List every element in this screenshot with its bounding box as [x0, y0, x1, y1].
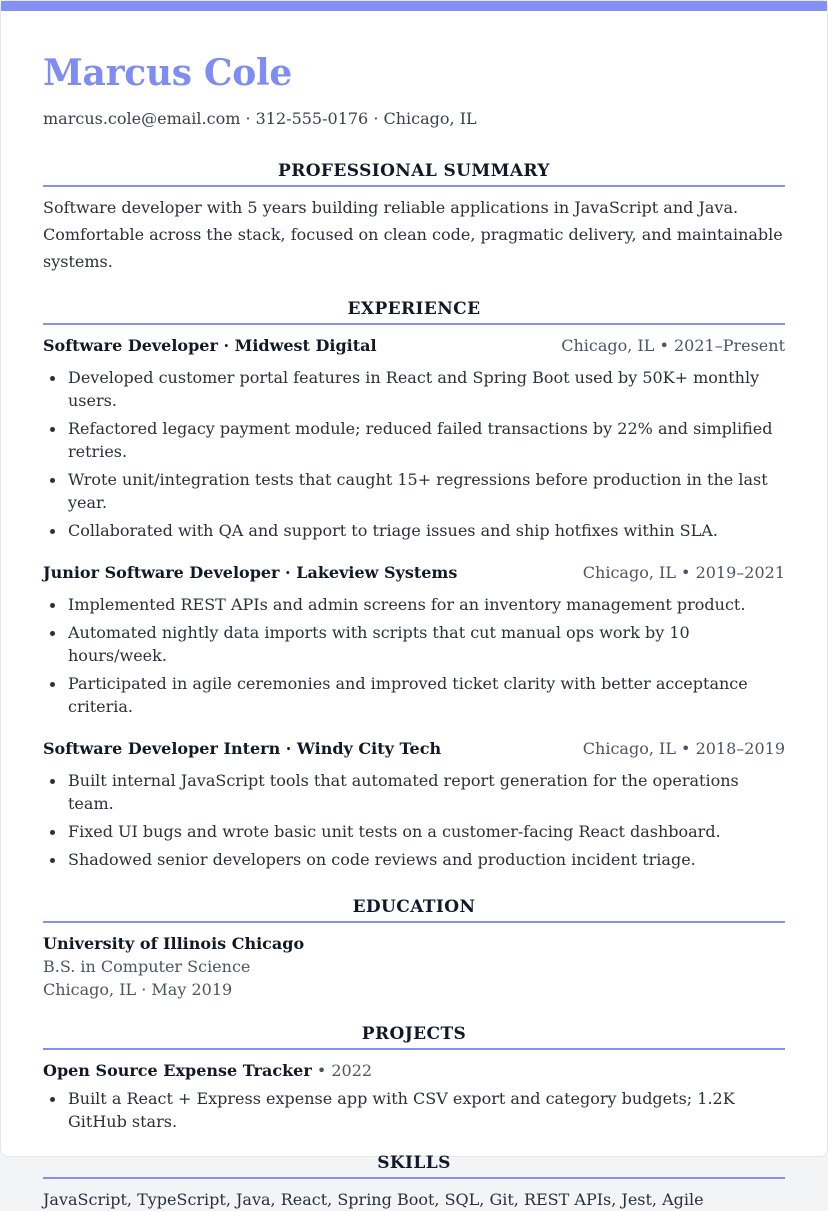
job-header	[43, 739, 785, 759]
bullet-item: Built a React + Express expense app with CSV export and category budgets; 1.2K GitHub stars.	[68, 1087, 785, 1133]
education-location-date: Chicago, IL · May 2019	[43, 980, 233, 999]
job-entry	[43, 739, 785, 871]
section-title-education: EDUCATION	[43, 897, 785, 923]
project-year: • 2022	[311, 1061, 373, 1080]
bullet-item: Built internal JavaScript tools that automated report generation for the operations team.	[68, 769, 785, 815]
resume-content	[43, 11, 785, 1211]
candidate-name: Marcus Cole	[43, 52, 292, 94]
bullet-item: Fixed UI bugs and wrote basic unit tests on a customer-facing React dashboard.	[68, 820, 785, 843]
job-role: Software Developer Intern · Windy City Tech	[43, 739, 442, 758]
job-role: Junior Software Developer · Lakeview Systems	[43, 563, 458, 582]
bullet-item: Participated in agile ceremonies and improved ticket clarity with better acceptance criteria.	[68, 672, 785, 718]
bullet-item: Developed customer portal features in React and Spring Boot used by 50K+ monthly users.	[68, 366, 785, 412]
project-header	[43, 1059, 785, 1082]
summary-text: Software developer with 5 years building reliable applications in JavaScript and Java. Comfortable across the stack, focused on clean code, pragmatic delivery, and maintainable systems.	[43, 198, 783, 271]
section-title-skills: SKILLS	[43, 1153, 785, 1179]
job-role: Software Developer · Midwest Digital	[43, 336, 377, 355]
job-bullets	[43, 769, 785, 871]
job-entry	[43, 336, 785, 542]
bullet-item: Wrote unit/integration tests that caught 15+ regressions before production in the last year.	[68, 468, 785, 514]
bullet-item: Collaborated with QA and support to triage issues and ship hotfixes within SLA.	[68, 519, 785, 542]
section-title-projects: PROJECTS	[43, 1024, 785, 1050]
job-meta: Chicago, IL • 2018–2019	[582, 739, 785, 758]
job-header	[43, 336, 785, 356]
bullet-item: Shadowed senior developers on code reviews and production incident triage.	[68, 848, 785, 871]
job-meta: Chicago, IL • 2021–Present	[561, 336, 785, 355]
project-name: Open Source Expense Tracker	[43, 1061, 312, 1080]
section-title-summary: PROFESSIONAL SUMMARY	[43, 161, 785, 187]
job-bullets	[43, 366, 785, 542]
contact-line: marcus.cole@email.com · 312-555-0176 · Chicago, IL	[43, 109, 477, 128]
job-meta: Chicago, IL • 2019–2021	[582, 563, 785, 582]
bullet-item: Implemented REST APIs and admin screens for an inventory management product.	[68, 593, 785, 616]
bullet-item: Refactored legacy payment module; reduced failed transactions by 22% and simplified retries.	[68, 417, 785, 463]
accent-bar	[1, 1, 827, 11]
skills-list: JavaScript, TypeScript, Java, React, Spring Boot, SQL, Git, REST APIs, Jest, Agile	[43, 1190, 704, 1209]
education-school: University of Illinois Chicago	[43, 934, 305, 953]
job-header	[43, 563, 785, 583]
job-entry	[43, 563, 785, 718]
project-bullets	[43, 1087, 785, 1133]
job-bullets	[43, 593, 785, 718]
section-title-experience: EXPERIENCE	[43, 299, 785, 325]
bullet-item: Automated nightly data imports with scripts that cut manual ops work by 10 hours/week.	[68, 621, 785, 667]
education-degree: B.S. in Computer Science	[43, 957, 251, 976]
